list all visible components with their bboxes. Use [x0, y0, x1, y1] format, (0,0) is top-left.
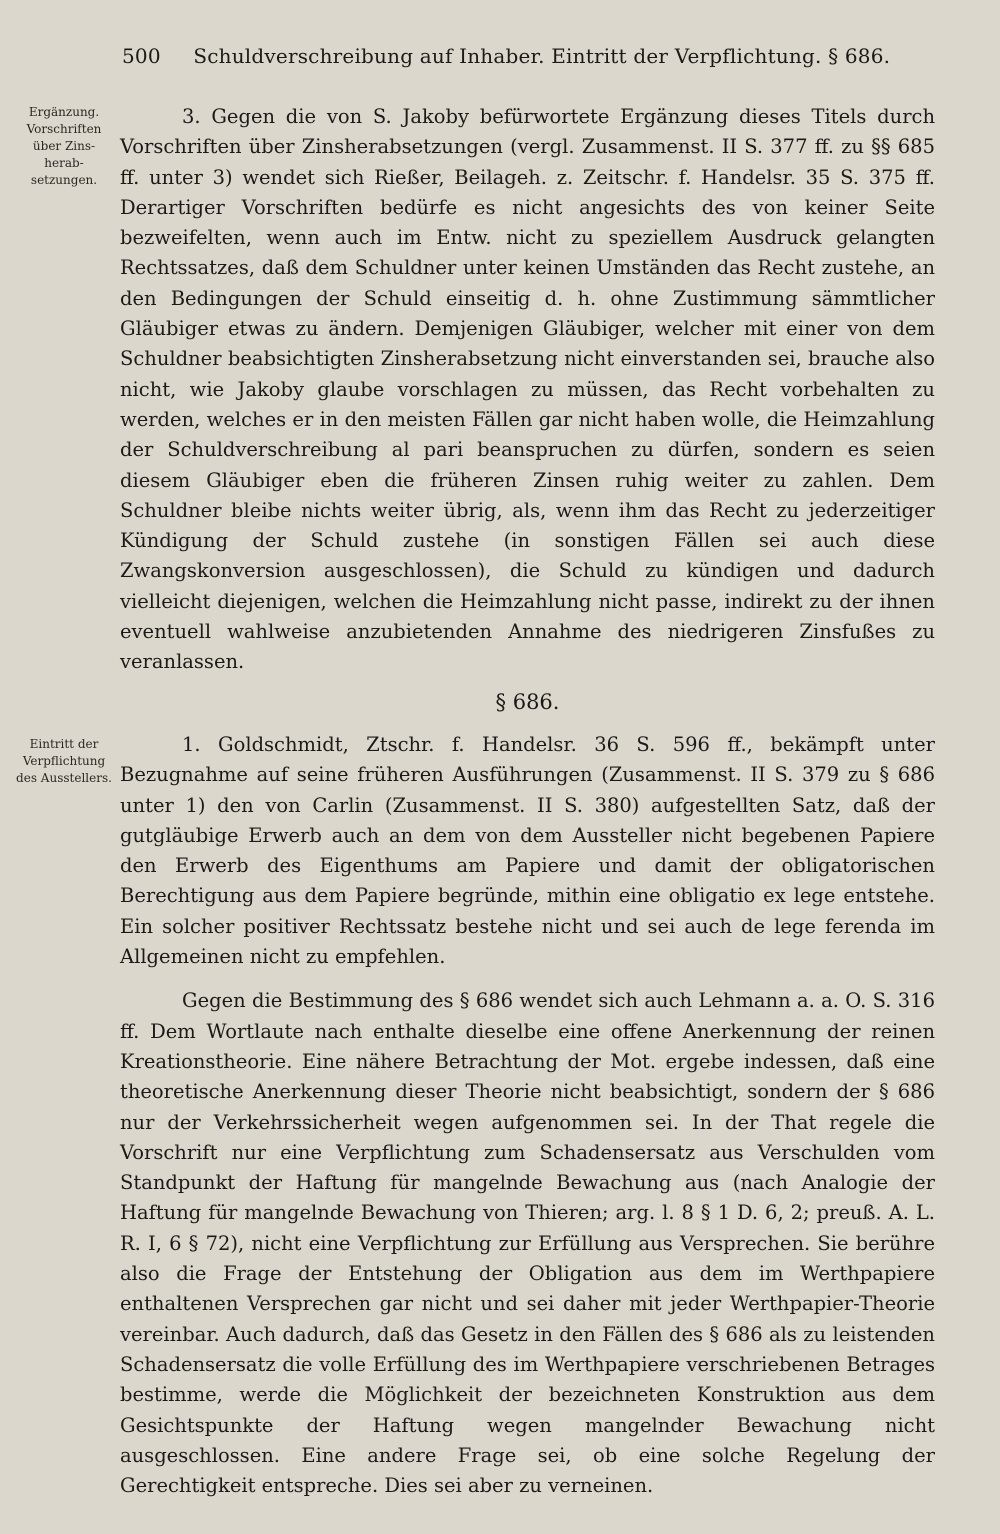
running-header	[122, 44, 934, 68]
paragraph-block-2	[120, 730, 935, 1501]
page-number: 500	[122, 44, 161, 68]
paragraph-lehmann: Gegen die Bestimmung des § 686 wendet sich auch Lehmann a. a. O. S. 316 ff. Dem Wortlaute nach enthalte dieselbe eine offene Anerkennung der reinen Kreationstheorie. Eine nähere Betrachtung der Mot. ergebe indessen, daß eine theoretische Anerkennung dieser Theorie nicht beabsichtigt, sondern der § 686 nur der Verkehrssicherheit wegen aufgenommen sei. In der That regele die Vorschrift nur eine Verpflichtung zum Schadensersatz aus Verschulden vom Standpunkt der Haftung für mangelnde Bewachung aus (nach Analogie der Haftung für mangelnde Bewachung von Thieren; arg. l. 8 § 1 D. 6, 2; preuß. A. L. R. I, 6 § 72), nicht eine Verpflichtung zur Erfüllung aus Versprechen. Sie berühre also die Frage der Entstehung der Obligation aus dem im Werthpapiere enthaltenen Versprechen gar nicht und sei daher mit jeder Werthpapier-Theorie vereinbar. Auch dadurch, daß das Gesetz in den Fällen des § 686 als zu leistenden Schadensersatz die volle Erfüllung des im Werthpapiere verschriebenen Betrages bestimme, werde die Möglichkeit der bezeichneten Konstruktion aus dem Gesichtspunkte der Haftung wegen mangelnder Bewachung nicht ausgeschlossen. Eine andere Frage sei, ob eine solche Regelung der Gerechtigkeit entspreche. Dies sei aber zu verneinen.	[120, 989, 935, 1498]
paragraph-goldschmidt: 1. Goldschmidt, Ztschr. f. Handelsr. 36 S. 596 ff., bekämpft unter Bezugnahme auf seine früheren Ausführungen (Zusammenst. II S. 379 zu § 686 unter 1) den von Carlin (Zusammenst. II S. 380) aufgestellten Satz, daß der gutgläubige Erwerb auch an dem von dem Aussteller nicht begebenen Papiere den Erwerb des Eigenthums am Papiere und damit der obligatorischen Berechtigung aus dem Papiere begründe, mithin eine obligatio ex lege entstehe. Ein solcher positiver Rechtssatz bestehe nicht und sei auch de lege ferenda im Allgemeinen nicht zu empfehlen.	[120, 733, 935, 969]
margin-note-supplement: Ergänzung. Vorschriften über Zins-herab-setzungen.	[26, 105, 102, 187]
margin-note-obligation: Eintritt der Verpflichtung des Ausstellers.	[16, 737, 112, 785]
paragraph-block-1	[120, 102, 935, 678]
running-title: Schuldverschreibung auf Inhaber. Eintritt der Verpflichtung. § 686.	[193, 44, 891, 68]
section-heading: § 686.	[495, 690, 560, 714]
paragraph-zinsherabsetzung: 3. Gegen die von S. Jakoby befürwortete Ergänzung dieses Titels durch Vorschriften über Zinsherabsetzungen (vergl. Zusammenst. II S. 377 ff. zu §§ 685 ff. unter 3) wendet sich Rießer, Beilageh. z. Zeitschr. f. Handelsr. 35 S. 375 ff. Derartiger Vorschriften bedürfe es nicht angesichts des von keiner Seite bezweifelten, wenn auch im Entw. nicht zu speziellem Ausdruck gelangten Rechtssatzes, daß dem Schuldner unter keinen Umständen das Recht zustehe, an den Bedingungen der Schuld einseitig d. h. ohne Zustimmung sämmtlicher Gläubiger etwas zu ändern. Demjenigen Gläubiger, welcher mit einer von dem Schuldner beabsichtigten Zinsherabsetzung nicht einverstanden sei, brauche also nicht, wie Jakoby glaube vorschlagen zu müssen, das Recht vorbehalten zu werden, welches er in den meisten Fällen gar nicht haben wolle, die Heimzahlung der Schuldverschreibung al pari beanspruchen zu dürfen, sondern es seien diesem Gläubiger eben die früheren Zinsen ruhig weiter zu zahlen. Dem Schuldner bleibe nichts weiter übrig, als, wenn ihm das Recht zu jederzeitiger Kündigung der Schuld zustehe (in sonstigen Fällen sei auch diese Zwangskonversion ausgeschlossen), die Schuld zu kündigen und dadurch vielleicht diejenigen, welchen die Heimzahlung nicht passe, indirekt zu der ihnen eventuell wahlweise anzubietenden Annahme des niedrigeren Zinsfußes zu veranlassen.	[120, 105, 935, 674]
